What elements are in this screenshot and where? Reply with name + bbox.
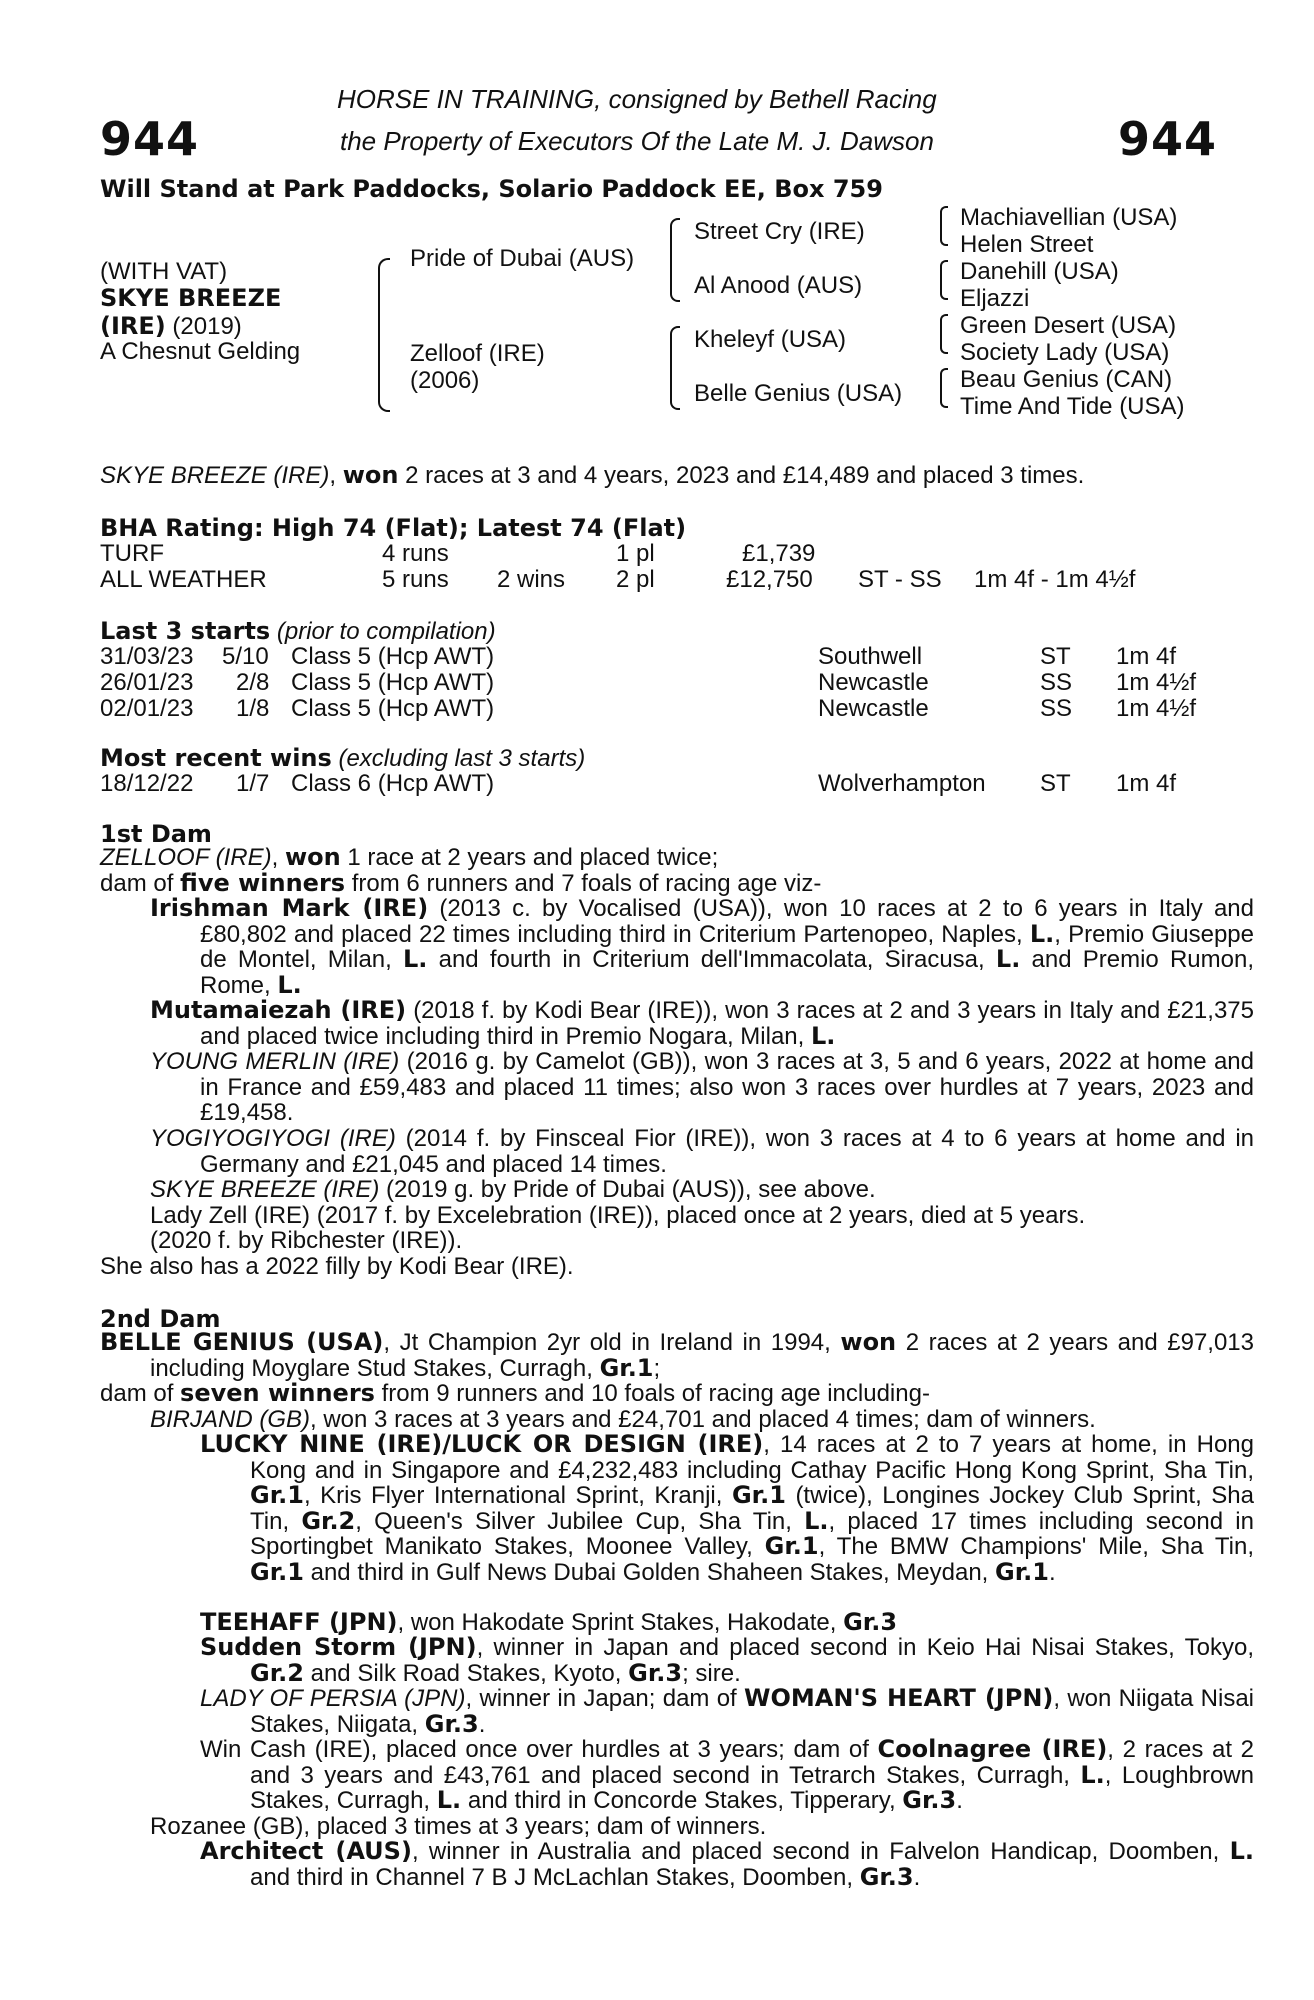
progeny-name: LUCKY NINE (IRE)/LUCK OR DESIGN (IRE) (200, 1430, 764, 1458)
ggs-5: Green Desert (USA) (960, 312, 1177, 339)
progeny-text: and Premio Rumon, Rome, (200, 946, 1255, 999)
last3-class: Class 5 (Hcp AWT) (291, 643, 495, 670)
group3-badge: Gr.3 (902, 1786, 957, 1815)
dam1-also-has: She also has a 2022 filly by Kodi Bear (IRE). (100, 1253, 574, 1280)
progeny-text: ; sire. (682, 1659, 741, 1687)
dam-sire: Kheleyf (USA) (694, 326, 847, 353)
bha-turf-prize: £1,739 (742, 540, 816, 567)
dam2-intro (100, 1330, 1254, 1381)
pedigree-brace-dam (670, 326, 680, 410)
group1-badge: Gr.1 (995, 1557, 1049, 1586)
lot-number-left: 944 (100, 112, 200, 166)
last3-dist: 1m 4½f (1116, 669, 1197, 696)
dam2-title: 2nd Dam (100, 1305, 221, 1333)
dam2-text: 2 races at 2 years and £97,013 including Moyglare Stud Stakes, Curragh, (150, 1329, 1255, 1382)
ggs-8: Time And Tide (USA) (960, 393, 1185, 420)
ggs-4: Eljazzi (960, 285, 1030, 312)
progeny-text: (twice), Longines Jockey Club Sprint, Sha Tin, (250, 1482, 1254, 1535)
dam2-dam-of-c: from 9 runners and 10 foals of racing age including- (374, 1380, 930, 1407)
recent-course: Wolverhampton (818, 770, 986, 797)
dam2-dam-of-a: dam of (100, 1380, 181, 1407)
bha-aw-runs: 5 runs (382, 566, 449, 593)
ggs-2: Helen Street (960, 231, 1094, 258)
sire-dam: Al Anood (AUS) (694, 272, 863, 299)
horse-name: SKYE BREEZE (100, 284, 282, 312)
recent-date: 18/12/22 (100, 770, 194, 797)
last3-class: Class 5 (Hcp AWT) (291, 695, 495, 722)
consignor-line: HORSE IN TRAINING, consigned by Bethell Racing (337, 84, 937, 114)
progeny-lady-zell: Lady Zell (IRE) (2017 f. by Excelebration (IRE)), placed once at 2 years, died at 5 years. (150, 1202, 1086, 1229)
dam1-won: won (284, 843, 341, 871)
progeny-text: (2018 f. by Kodi Bear (IRE)), won 3 races at 2 and 3 years in Italy and £21,375 and placed twice including third in Premio Nogara, Milan, (200, 997, 1254, 1050)
progeny-text: and third in Channel 7 B J McLachlan Stakes, Doomben, (250, 1863, 860, 1891)
progeny-name: SKYE BREEZE (IRE) (150, 1176, 380, 1203)
listed-badge: L. (804, 1506, 829, 1535)
bha-turf-runs: 4 runs (382, 540, 449, 567)
bha-aw-prize: £12,750 (726, 566, 813, 593)
progeny-text: , The BMW Champions' Mile, Sha Tin, (818, 1533, 1254, 1561)
last3-dist: 1m 4½f (1116, 695, 1197, 722)
progeny-text: , winner in Australia and placed second in Falvelon Handicap, Doomben, (411, 1838, 1230, 1865)
group1-badge: Gr.1 (599, 1353, 654, 1382)
last3-title: Last 3 starts (100, 617, 271, 645)
dam1-line2-a: dam of (100, 870, 181, 897)
listed-badge: L. (1029, 919, 1055, 948)
progeny-text: , winner in Japan; dam of (465, 1685, 745, 1712)
punct: . (478, 1710, 486, 1738)
dam1-winners: five winners (180, 869, 346, 897)
summary-won: won (342, 461, 399, 489)
progeny-birjand (150, 1407, 1096, 1433)
group1-badge: Gr.1 (250, 1481, 304, 1510)
recent-note: (excluding last 3 starts) (331, 745, 586, 772)
listed-badge: L. (277, 970, 302, 999)
progeny-text: (2014 f. by Finsceal Fior (IRE)), won 3 races at 4 to 6 years at home and in Germany and £21,045 and placed 14 times. (200, 1125, 1254, 1178)
listed-badge: L. (403, 945, 428, 974)
dam2-winners: seven winners (180, 1379, 375, 1407)
dam2-name: BELLE GENIUS (USA) (100, 1328, 384, 1356)
progeny-text: , won Niigata Nisai Stakes, Niigata, (250, 1685, 1254, 1738)
group3-badge: Gr.3 (628, 1658, 683, 1687)
progeny-text: , Queen's Silver Jubilee Cup, Sha Tin, (355, 1507, 805, 1535)
progeny-name: LADY OF PERSIA (JPN) (200, 1685, 466, 1712)
last3-pos: 1/8 (236, 695, 270, 722)
progeny-name: YOUNG MERLIN (IRE) (150, 1048, 400, 1075)
pedigree-brace-main (378, 258, 390, 412)
dam-year: (2006) (410, 367, 480, 394)
last3-surface: SS (1040, 695, 1073, 722)
horse-origin: (IRE) (100, 312, 166, 340)
progeny-text: , Premio Giuseppe de Montel, Milan, (200, 920, 1255, 974)
progeny-text: (2013 c. by Vocalised (USA)), won 10 races at 2 to 6 years in Italy and £80,802 and placed 22 times including third in Criterium Partenopeo, Naples, (200, 895, 1254, 948)
pedigree-brace-sire (670, 218, 680, 302)
progeny-rozanee: Rozanee (GB), placed 3 times at 3 years; dam of winners. (150, 1813, 767, 1840)
pedigree-brace-sd (940, 260, 948, 300)
progeny-text: and third in Gulf News Dubai Golden Shaheen Stakes, Meydan, (303, 1558, 996, 1586)
group3-badge: Gr.3 (424, 1709, 479, 1738)
dam2-won: won (840, 1328, 897, 1356)
grandprogeny-name: Coolnagree (IRE) (877, 1735, 1108, 1763)
dam2-dam-of (100, 1381, 930, 1407)
last3-course: Newcastle (818, 695, 929, 722)
dam-dam: Belle Genius (USA) (694, 380, 903, 407)
recent-heading (100, 744, 585, 773)
recent-pos: 1/7 (236, 770, 270, 797)
pedigree-brace-ds (940, 314, 948, 354)
group1-badge: Gr.1 (250, 1557, 304, 1586)
listed-badge: L. (1080, 1760, 1105, 1789)
punct: . (1048, 1558, 1056, 1586)
progeny-text: and third in Concorde Stakes, Tipperary, (461, 1787, 903, 1815)
punct: . (956, 1787, 963, 1815)
recent-title: Most recent wins (100, 744, 332, 772)
progeny-name: Sudden Storm (JPN) (200, 1633, 477, 1661)
punct: ; (653, 1354, 661, 1382)
ggs-1: Machiavellian (USA) (960, 204, 1178, 231)
bha-aw-wins: 2 wins (497, 566, 566, 593)
progeny-name: TEEHAFF (JPN) (200, 1608, 398, 1636)
progeny-skye-breeze (150, 1177, 876, 1203)
dam1-line2 (100, 871, 821, 897)
progeny-text: , won 3 races at 3 years and £24,701 and placed 4 times; dam of winners. (310, 1406, 1096, 1433)
progeny-text: , placed 17 times including second in Sportingbet Manikato Stakes, Moonee Valley, (250, 1507, 1254, 1561)
progeny-text: , 14 races at 2 to 7 years at home, in Hong Kong and in Singapore and £4,232,483 including Cathay Pacific Hong Kong Sprint, Sha Tin, (250, 1431, 1254, 1484)
dam1-title: 1st Dam (100, 820, 212, 848)
last3-date: 26/01/23 (100, 669, 194, 696)
progeny-text: , Loughbrown Stakes, Curragh, (250, 1761, 1254, 1815)
progeny-sudden-storm (200, 1635, 1254, 1686)
progeny-2020-filly: (2020 f. by Ribchester (IRE)). (150, 1227, 463, 1254)
sire: Pride of Dubai (AUS) (410, 245, 635, 272)
progeny-win-cash (200, 1737, 1254, 1814)
punct: . (913, 1863, 921, 1891)
bha-aw-tracks: ST - SS (858, 566, 942, 593)
progeny-text: , 2 races at 2 and 3 years and £43,761 and placed second in Tetrarch Stakes, Curragh, (250, 1736, 1255, 1789)
progeny-mutamaiezah (150, 998, 1254, 1049)
progeny-lady-of-persia (200, 1686, 1254, 1737)
dam1-line1: ZELLOOF (IRE), won 1 race at 2 years and placed twice; (100, 843, 719, 871)
pedigree-brace-ss (940, 206, 948, 246)
last3-date: 02/01/23 (100, 695, 194, 722)
summary-text: 2 races at 3 and 4 years, 2023 and £14,489 and placed 3 times. (398, 462, 1085, 489)
summary-horse: SKYE BREEZE (IRE) (100, 462, 330, 489)
progeny-young-merlin (150, 1049, 1254, 1126)
vat-note: (WITH VAT) (100, 258, 228, 285)
progeny-yogiyogiyogi (150, 1126, 1254, 1177)
last3-course: Newcastle (818, 669, 929, 696)
progeny-architect (200, 1839, 1254, 1890)
progeny-text: (2019 g. by Pride of Dubai (AUS)), see above. (379, 1176, 876, 1203)
dam: Zelloof (IRE) (410, 340, 545, 367)
progeny-teehaff (200, 1610, 897, 1636)
bha-aw-dist: 1m 4f - 1m 4½f (974, 566, 1136, 593)
last3-note: (prior to compilation) (270, 618, 496, 645)
progeny-name: YOGIYOGIYOGI (IRE) (150, 1125, 396, 1152)
dam1-line1-text: 1 race at 2 years and placed twice; (340, 844, 719, 871)
last3-heading (100, 617, 496, 646)
progeny-text: , winner in Japan and placed second in Keio Hai Nisai Stakes, Tokyo, (476, 1634, 1255, 1661)
progeny-text: , won Hakodate Sprint Stakes, Hakodate, (397, 1609, 844, 1636)
group2-badge: Gr.2 (301, 1506, 356, 1535)
recent-class: Class 6 (Hcp AWT) (291, 770, 495, 797)
bha-turf-surface: TURF (100, 540, 164, 567)
progeny-text: and fourth in Criterium dell'Immacolata, Siracusa, (427, 946, 996, 974)
progeny-lucky-nine (200, 1432, 1254, 1586)
group2-badge: Gr.2 (250, 1658, 304, 1687)
progeny-text: Win Cash (IRE), placed once over hurdles at 3 years; dam of (200, 1736, 878, 1763)
group3-badge: Gr.3 (843, 1608, 898, 1636)
last3-date: 31/03/23 (100, 643, 194, 670)
group3-badge: Gr.3 (859, 1862, 914, 1891)
progeny-text: and Silk Road Stakes, Kyoto, (303, 1659, 629, 1687)
last3-surface: ST (1040, 643, 1071, 670)
bha-aw-pl: 2 pl (616, 566, 655, 593)
pedigree-brace-dd (940, 368, 948, 408)
ggs-3: Danehill (USA) (960, 258, 1119, 285)
progeny-text: (2016 g. by Camelot (GB)), won 3 races at 3, 5 and 6 years, 2022 at home and in France and £59,483 and placed 11 times; also won 3 races over hurdles at 7 years, 2023 and £19,458. (200, 1048, 1255, 1127)
dam2-text: , Jt Champion 2yr old in Ireland in 1994, (383, 1329, 841, 1356)
horse-origin-year (100, 312, 242, 341)
progeny-irishman (150, 896, 1254, 998)
listed-badge: L. (810, 1021, 836, 1050)
listed-badge: L. (1229, 1837, 1255, 1865)
horse-year: (2019) (165, 313, 242, 340)
race-summary: SKYE BREEZE (IRE), won 2 races at 3 and 4 years, 2023 and £14,489 and placed 3 times. (100, 461, 1085, 489)
lot-number-right: 944 (1118, 112, 1218, 166)
progeny-name: Mutamaiezah (IRE) (150, 996, 407, 1024)
recent-dist: 1m 4f (1116, 770, 1177, 797)
last3-class: Class 5 (Hcp AWT) (291, 669, 495, 696)
listed-badge: L. (995, 945, 1021, 974)
progeny-name: BIRJAND (GB) (150, 1406, 311, 1433)
sire-sire: Street Cry (IRE) (694, 218, 865, 245)
bha-aw-surface: ALL WEATHER (100, 566, 267, 593)
progeny-name: Irishman Mark (IRE) (150, 894, 429, 922)
last3-surface: SS (1040, 669, 1073, 696)
recent-surface: ST (1040, 770, 1071, 797)
dam1-name: ZELLOOF (IRE) (100, 844, 272, 871)
last3-course: Southwell (818, 643, 923, 670)
ggs-6: Society Lady (USA) (960, 339, 1170, 366)
last3-pos: 2/8 (236, 669, 270, 696)
horse-description: A Chesnut Gelding (100, 338, 301, 365)
grandprogeny-name: Architect (AUS) (200, 1837, 412, 1865)
property-line: the Property of Executors Of the Late M. J. Dawson (340, 126, 934, 156)
bha-rating-title: BHA Rating: High 74 (Flat); Latest 74 (Flat) (100, 514, 687, 542)
group1-badge: Gr.1 (731, 1481, 786, 1510)
last3-dist: 1m 4f (1116, 643, 1177, 670)
stand-location: Will Stand at Park Paddocks, Solario Paddock EE, Box 759 (100, 175, 883, 203)
last3-pos: 5/10 (222, 643, 269, 670)
dam1-line2-c: from 6 runners and 7 foals of racing age viz- (345, 870, 822, 897)
listed-badge: L. (436, 1786, 462, 1815)
progeny-text: , Kris Flyer International Sprint, Kranji, (303, 1482, 732, 1510)
bha-turf-pl: 1 pl (616, 540, 655, 567)
ggs-7: Beau Genius (CAN) (960, 366, 1173, 393)
grandprogeny-name: WOMAN'S HEART (JPN) (744, 1684, 1054, 1712)
group1-badge: Gr.1 (764, 1532, 819, 1561)
